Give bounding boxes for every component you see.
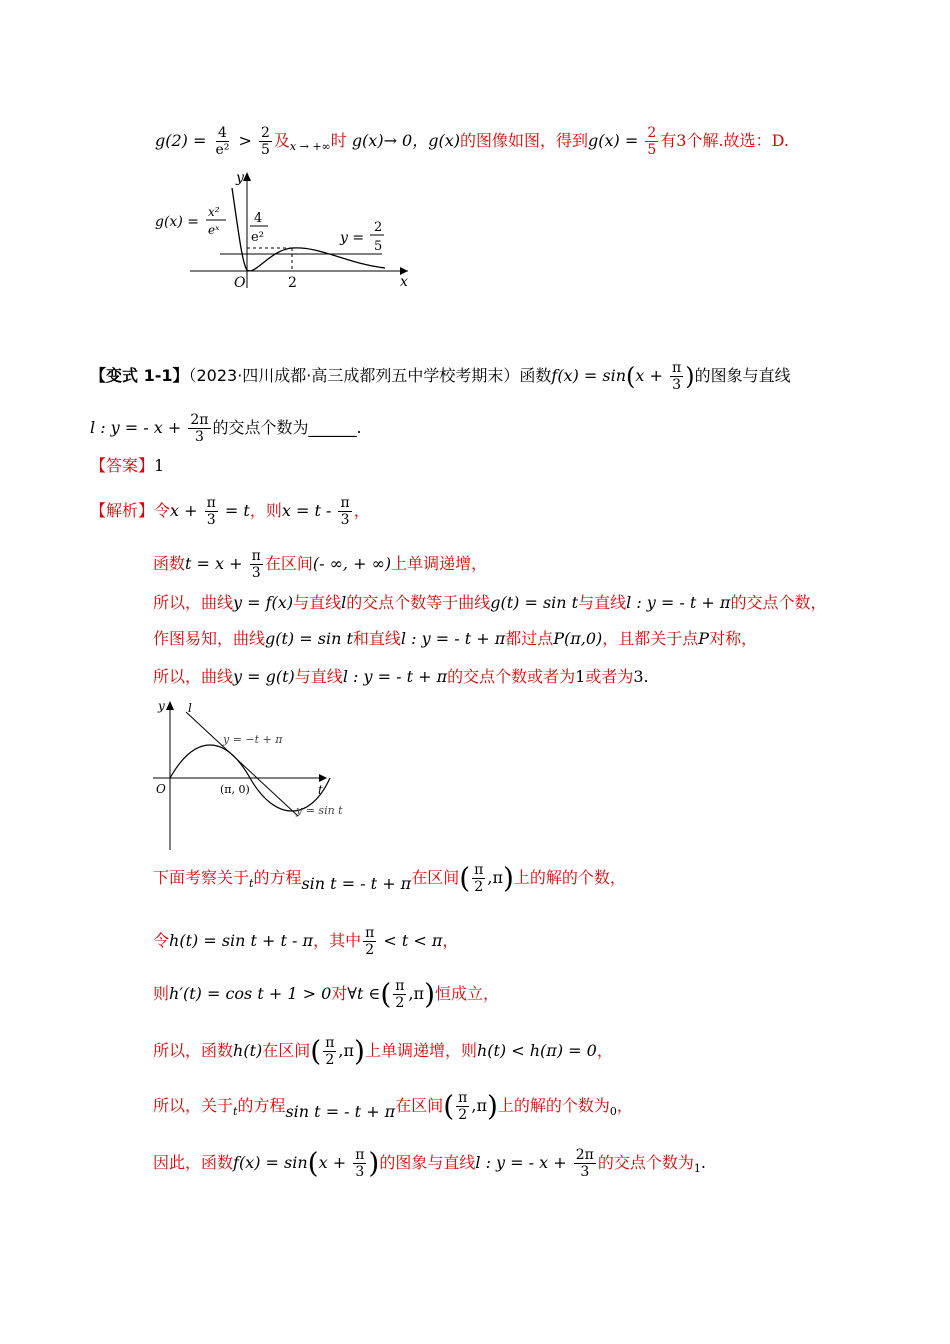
variant-tail: 的图象与直线 xyxy=(694,366,791,385)
func-label: g(x) = xyxy=(155,214,199,230)
analysis-line-2: 函数t = x + $\frac{\pi}{3}$ 在区间(- ∞, + ∞)上单调递增， xyxy=(153,548,488,581)
y-axis-label: y xyxy=(236,170,244,186)
svg-text:x²: x² xyxy=(208,205,220,219)
analysis-line-5: 所以，曲线y = g(t)与直线l : y = - t + π的交点个数或者为1或者为3. xyxy=(153,667,649,686)
analysis-line-9: 所以，函数h(t)在区间( $\frac{\pi}{2}$ ,π)上单调递增，则h(t) < h(π) = 0， xyxy=(153,1034,613,1068)
g-to-0: g(x)→ 0， xyxy=(351,131,429,150)
line-eq-label: y = −t + π xyxy=(223,733,283,746)
variant-fx: f(x) = sin xyxy=(551,366,627,385)
shi-text: 时 xyxy=(330,131,347,150)
limit-sub: x → +∞ xyxy=(289,140,331,154)
frac-2pi-3: $\frac{2\pi}{3}$ xyxy=(190,412,209,445)
x-axis-label: x xyxy=(400,274,408,290)
t-axis-arrow xyxy=(319,774,327,782)
gx: g(x) xyxy=(428,131,460,150)
answer-value: 1 xyxy=(154,456,165,475)
origin-label: O xyxy=(234,275,246,291)
top-conclusion-line xyxy=(155,125,789,158)
y-label-2: y xyxy=(158,699,165,713)
variant-blank: 的交点个数为______. xyxy=(212,418,362,437)
variant-question-line2 xyxy=(90,412,362,445)
gt-sign: > xyxy=(233,131,257,150)
frac-2-5-b: $\frac{2}{5}$ xyxy=(647,125,657,158)
tick-2-label: 2 xyxy=(288,275,297,291)
ge-jie-text: 个解.故选： xyxy=(686,131,772,150)
line-l-label: l xyxy=(188,701,192,715)
svg-text:5: 5 xyxy=(374,239,383,254)
frac-4-e2: $\frac{4}{\text{e²}}$ xyxy=(215,125,230,158)
analysis-label: 【解析】 xyxy=(90,501,155,520)
answer-label: 【答案】 xyxy=(90,456,155,475)
y-axis-arrow-2 xyxy=(166,701,174,710)
y-axis-arrow xyxy=(243,172,251,181)
point-label: (π, 0) xyxy=(220,783,250,796)
variant-source: （2023·四川成都·高三成都列五中学校考期末）函数 xyxy=(188,366,552,385)
analysis-line-7: 令h(t) = sin t + t - π，其中 $\frac{\pi}{2}$ < t < π， xyxy=(153,925,459,958)
ji-text: 及 xyxy=(273,131,290,150)
analysis-line-11: 因此，函数f(x) = sin(x + $\frac{\pi}{3}$ )的图象与直线l : y = - x + $\frac{2\pi}{3}$ 的交点个数为$_1$. xyxy=(153,1146,706,1180)
three-num: 3 xyxy=(676,131,687,150)
sin-eq-label: y = sin t xyxy=(296,804,343,817)
peak-label-den: e² xyxy=(251,230,264,245)
analysis-line-8: 则h′(t) = cos t + 1 > 0对∀t ∈( $\frac{\pi}{2}$ ,π)恒成立， xyxy=(153,977,500,1011)
peak-label-num: 4 xyxy=(254,211,263,226)
line-label: y = xyxy=(340,230,365,246)
figure-sin-line xyxy=(150,698,360,853)
figure-gx-graph xyxy=(150,168,420,293)
gx-eq: g(x) = xyxy=(588,131,644,150)
analysis-line-6: 下面考察关于$_t$的方程sin t = - t + π在区间( $\frac{\pi}{2}$ ,π)上的解的个数， xyxy=(153,861,626,895)
line-l xyxy=(186,712,298,816)
graph-text: 的图像如图，得到 xyxy=(460,131,589,150)
you-text: 有 xyxy=(660,131,677,150)
analysis-line-10: 所以，关于$_t$的方程sin t = - t + π在区间( $\frac{\pi}{2}$ ,π)上的解的个数为$_0$， xyxy=(153,1089,633,1123)
frac-pi-3: $\frac{\pi}{3}$ xyxy=(672,360,682,393)
frac-2-5: $\frac{2}{5}$ xyxy=(260,125,270,158)
variant-question-line: 【变式 1-1】（2023·四川成都·高三成都列五中学校考期末）函数f(x) = sin(x + $\frac{\pi}{3}$ )的图象与直线 xyxy=(90,360,791,393)
svg-text:2: 2 xyxy=(374,220,383,235)
g2-expr: g(2) = xyxy=(155,131,212,150)
variant-tag: 【变式 1-1】 xyxy=(90,366,189,385)
analysis-line-1: 【解析】令x + $\frac{\pi}{3}$ = t，则x = t - $\frac{\pi}{3}$ ， xyxy=(90,495,370,528)
analysis-line-3: 所以，曲线y = f(x)与直线l的交点个数等于曲线g(t) = sin t与直线l : y = - t + π的交点个数， xyxy=(153,593,827,612)
origin-label-2: O xyxy=(156,782,166,796)
svg-text:eˣ: eˣ xyxy=(208,223,220,237)
answer-line xyxy=(90,455,164,477)
t-label: t xyxy=(318,783,323,797)
variant-line-eq: l : y = - x + xyxy=(90,418,187,437)
analysis-line-4: 作图易知，曲线g(t) = sin t和直线l : y = - t + π都过点P(π,0)，且都关于点P对称， xyxy=(153,629,758,648)
answer-letter: D. xyxy=(771,131,789,150)
